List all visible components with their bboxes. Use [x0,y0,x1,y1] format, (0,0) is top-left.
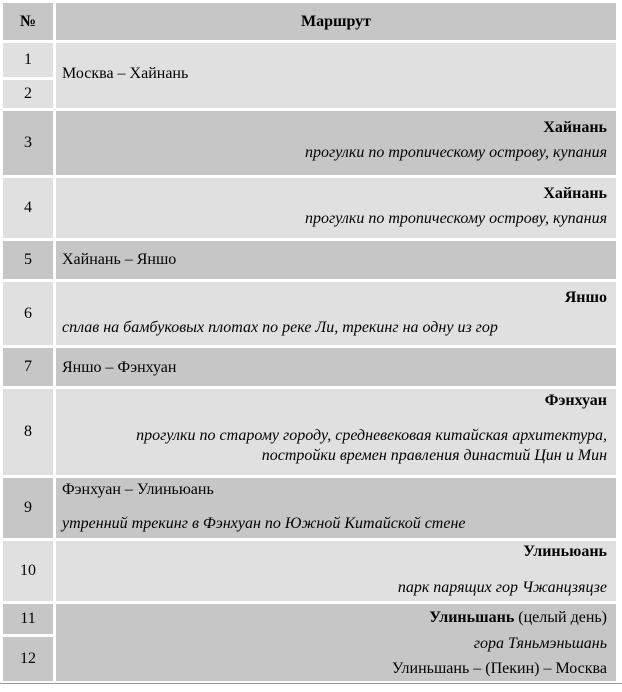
row-route-cell [56,43,616,108]
row-num-cell [3,389,53,475]
row-num: 3 [24,134,32,151]
header-route-cell [56,3,616,40]
row-num-cell [3,111,53,175]
route-text: Яншо – Фэнхуан [62,359,177,376]
row-route-cell [56,111,616,175]
row-route-cell [56,541,616,601]
city-note: (целый день) [518,609,607,626]
row-route-cell [56,348,616,386]
row-num-cell [3,541,53,601]
city-name: Улиньюань [523,543,607,560]
row-route-cell [56,604,616,681]
header-num: № [19,12,37,30]
city-line [429,609,607,627]
row-num-cell [3,348,53,386]
row-num: 11 [20,610,36,627]
row-num: 2 [24,85,32,102]
row-num-cell [3,637,53,681]
row-num: 12 [20,650,36,667]
row-num: 8 [24,423,32,440]
row-route-cell [56,241,616,279]
activity-text: сплав на бамбуковых плотах по реке Ли, трекинг на одну из гор [62,319,498,336]
row-num: 7 [24,358,32,375]
row-num-cell [3,178,53,238]
row-route-cell [56,178,616,238]
route-text: Москва – Хайнань [62,65,189,82]
city-name: Хайнань [543,185,607,202]
row-num-cell [3,43,53,77]
table-bottom-rule [0,683,622,684]
route-text: Улиньшань – (Пекин) – Москва [392,660,607,677]
row-route-cell [56,282,616,345]
row-num-cell [3,241,53,279]
row-route-cell [56,478,616,538]
activity-text: прогулки по тропическому острову, купания [305,210,607,227]
row-num: 5 [24,251,32,268]
activity-text: постройки времен правления династий Цин и Мин [261,447,607,464]
activity-text: прогулки по старому городу, средневековая китайская архитектура, [136,427,607,444]
city-name: Улиньшань [429,609,515,626]
activity-text: гора Тяньмэньшань [473,635,607,652]
route-text: Хайнань – Яншо [62,251,177,268]
activity-text: парк парящих гор Чжанцзяцзе [397,579,607,596]
row-num-cell [3,478,53,538]
row-num: 4 [24,199,32,216]
route-text: Фэнхуан – Улиньюань [62,481,214,498]
header-num-cell [3,3,53,40]
row-num-cell [3,282,53,345]
row-num: 6 [24,304,32,322]
city-name: Яншо [564,289,607,306]
row-num: 10 [20,562,36,579]
city-name: Фэнхуан [544,392,607,409]
city-name: Хайнань [543,119,607,136]
row-num-cell [3,80,53,108]
row-num-cell [3,604,53,634]
row-num: 9 [24,499,32,516]
row-route-cell [56,389,616,475]
activity-text: утренний трекинг в Фэнхуан по Южной Китайской стене [62,515,466,532]
activity-text: прогулки по тропическому острову, купания [305,144,607,161]
row-num: 1 [24,51,32,68]
header-route: Маршрут [300,13,372,30]
